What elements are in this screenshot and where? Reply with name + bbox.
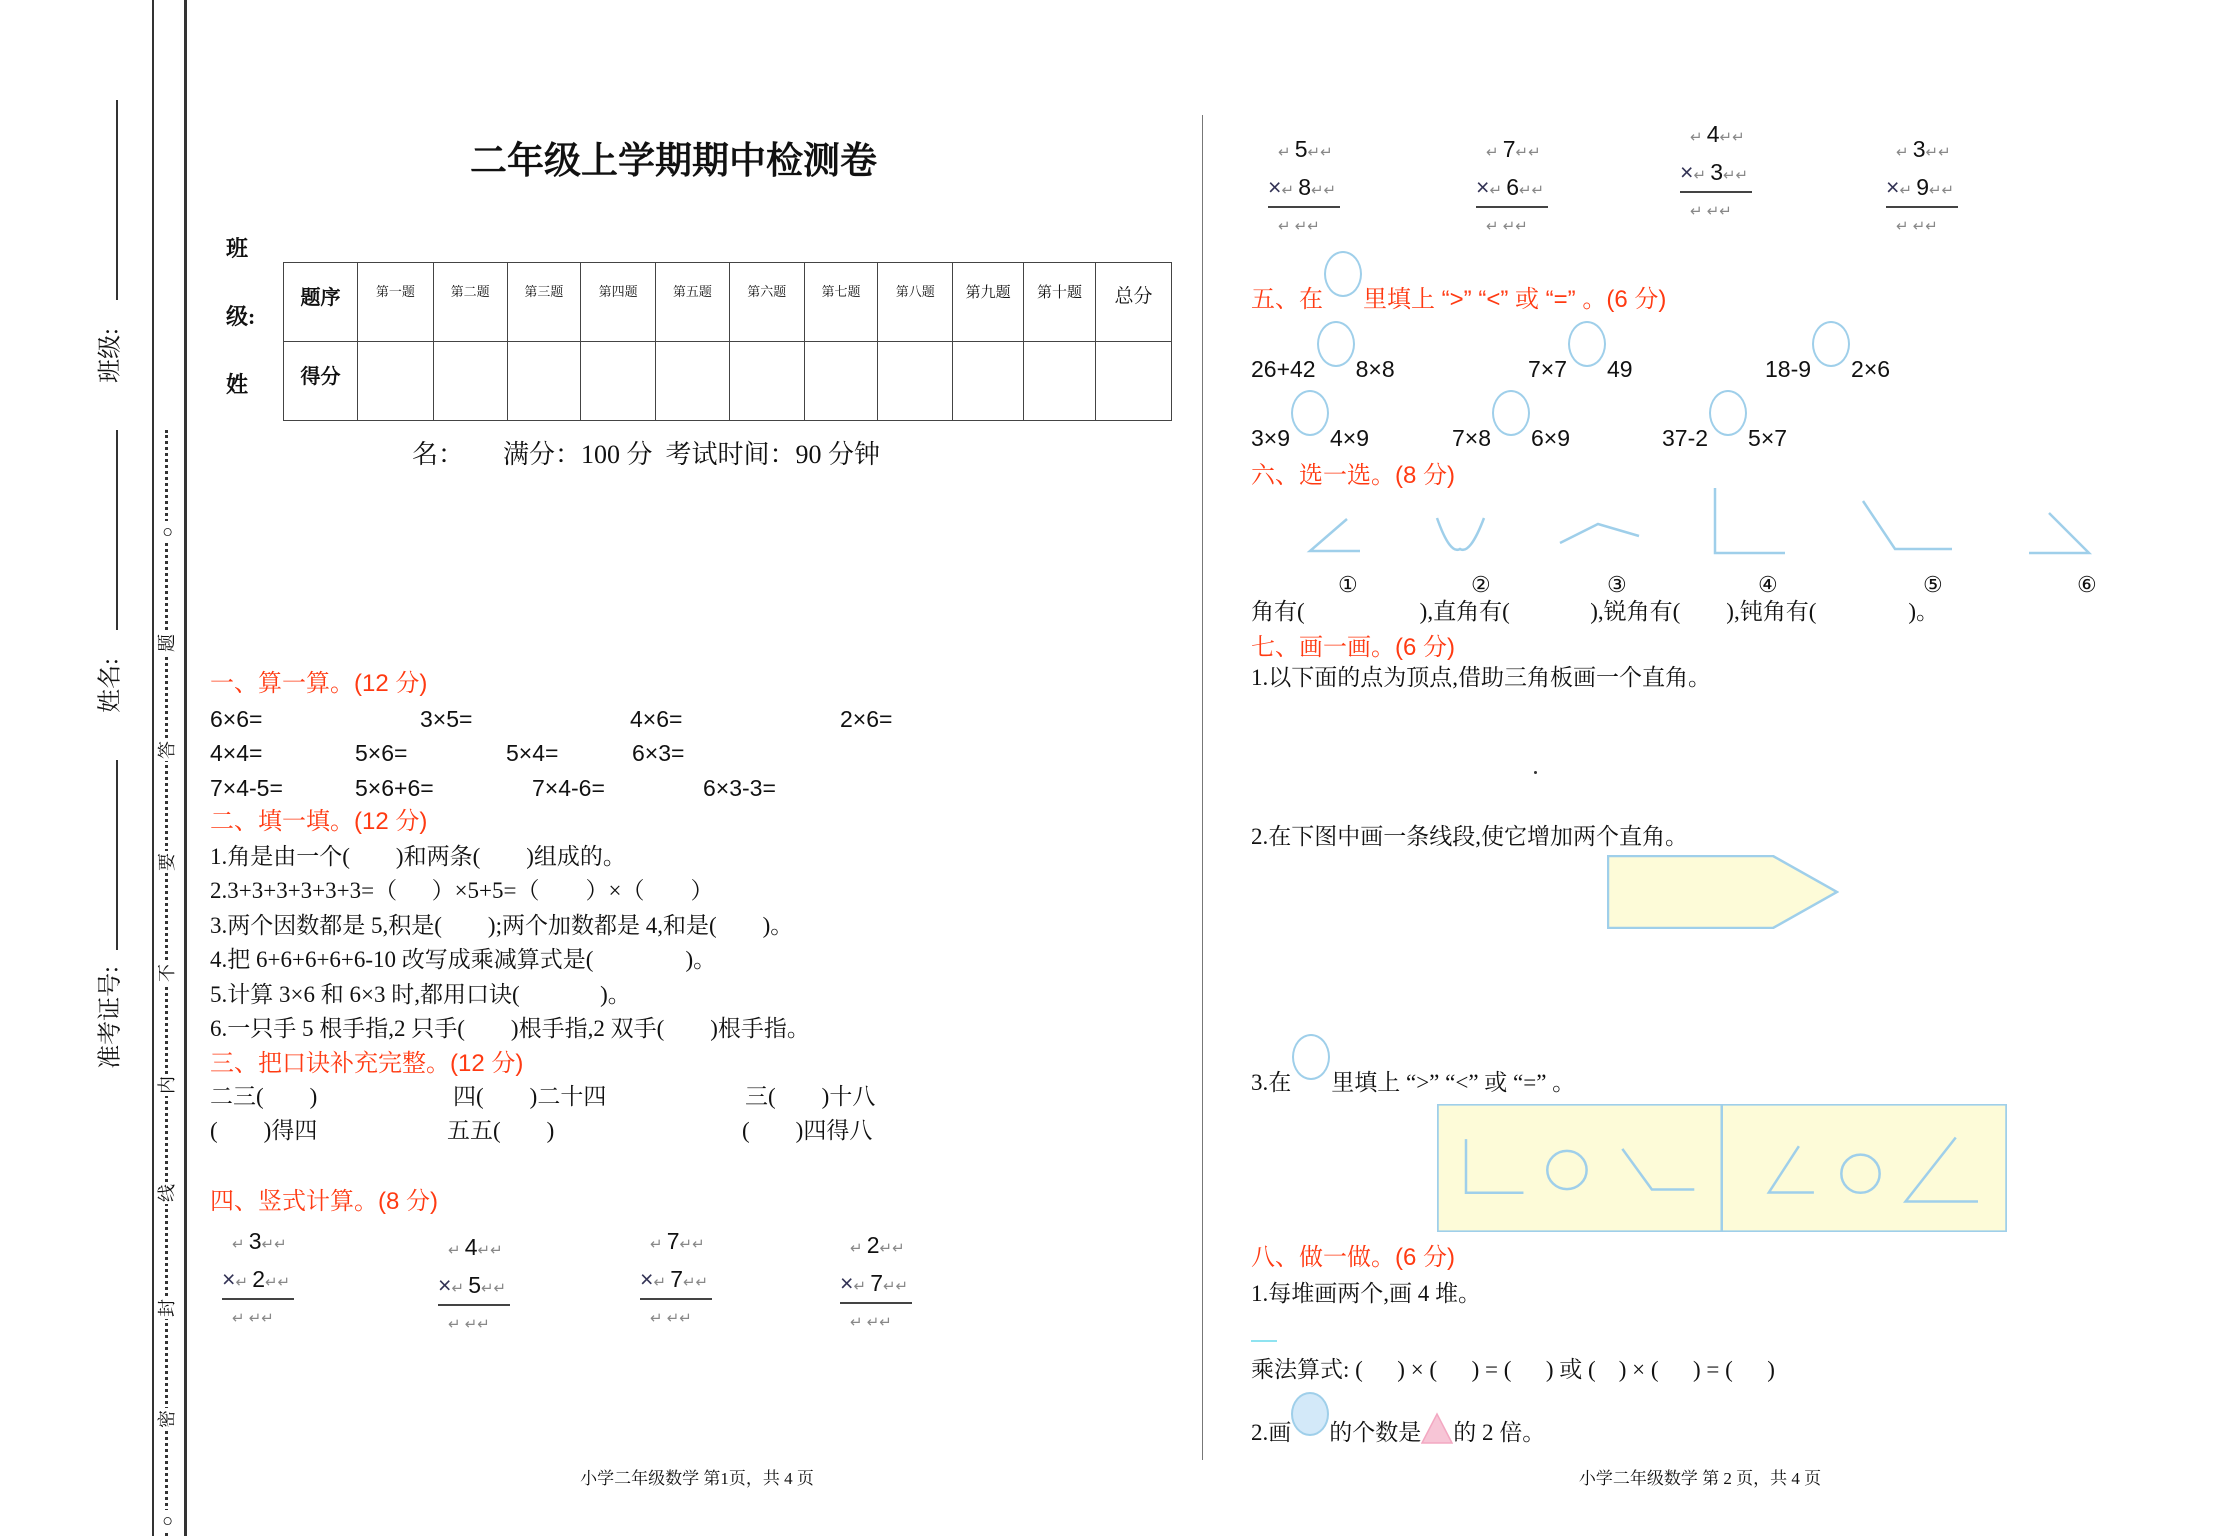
- times-sign: ×: [1268, 174, 1282, 200]
- rhyme-item: ( )四得八: [742, 1118, 873, 1143]
- rhyme-item: 二三( ): [210, 1084, 318, 1109]
- s8-q2-mid: 的个数是: [1329, 1420, 1422, 1445]
- column-header: 第十题: [1024, 263, 1096, 342]
- calc-item: 7×4-5=: [210, 775, 283, 801]
- section-1-heading: 一、算一算。(12 分): [210, 670, 428, 697]
- return-mark: ↵: [850, 1240, 867, 1257]
- section-3-heading: 三、把口诀补充完整。(12 分): [210, 1050, 524, 1077]
- calc-item: 6×6=: [210, 706, 263, 732]
- return-mark: ↵: [448, 1242, 465, 1259]
- s7-q3-post: 里填上 “>” “<” 或 “=” 。: [1331, 1070, 1576, 1095]
- calc-item: 4×4=: [210, 740, 263, 766]
- calc-bottom-row: [222, 1260, 294, 1300]
- return-mark: ↵: [650, 1236, 667, 1253]
- fill-item: 4.把 6+6+6+6+6-10 改写成乘减算式是( )。: [210, 947, 717, 973]
- info-line: 名： 满分：100 分 考试时间：90 分钟: [412, 440, 881, 469]
- column-header: 第九题: [953, 263, 1024, 342]
- bottom-digit: 9: [1916, 174, 1929, 200]
- pentagon-figure: [1607, 855, 1839, 929]
- calc-result-row: ↵ ↵↵: [650, 1310, 692, 1327]
- calc-item: 3×5=: [420, 706, 473, 732]
- return-mark: ↵↵: [264, 1274, 291, 1291]
- seal-char: ○: [156, 1510, 178, 1532]
- bottom-digit: 3: [1710, 159, 1723, 185]
- s7-q1: 1.以下面的点为顶点,借助三角板画一个直角。: [1251, 665, 1711, 690]
- return-mark: ↵: [853, 1278, 871, 1295]
- return-mark: ↵↵: [480, 1280, 507, 1297]
- s8-q2: [1251, 1402, 1545, 1447]
- calc-result-row: ↵ ↵↵: [232, 1310, 274, 1327]
- return-mark: ↵↵: [1719, 129, 1745, 146]
- section-5-heading-pre: 五、在: [1251, 286, 1323, 313]
- section-6-heading: 六、选一选。(8 分): [1251, 462, 1455, 489]
- calc-result-row: ↵ ↵↵: [448, 1316, 490, 1333]
- bottom-digit: 8: [1298, 174, 1311, 200]
- calc-bottom-row: [840, 1264, 912, 1304]
- seal-char: 封: [157, 1299, 177, 1317]
- return-mark: ↵: [451, 1280, 469, 1297]
- page2-footer: 小学二年级数学 第 2 页，共 4 页: [1578, 1469, 1822, 1488]
- angle-6: [2029, 513, 2089, 553]
- compare-left: 18-9: [1765, 356, 1812, 382]
- angle-2: [1437, 518, 1484, 550]
- return-mark: ↵: [653, 1274, 671, 1291]
- name-label: 姓名:: [97, 658, 124, 713]
- return-mark: ↵: [1690, 129, 1707, 146]
- row-header-order: 题序: [284, 263, 358, 342]
- return-mark: ↵: [1896, 144, 1913, 161]
- page-title: 二年级上学期期中检测卷: [470, 140, 877, 181]
- column-header: 第二题: [433, 263, 507, 342]
- calc-result-row: ↵ ↵↵: [1896, 218, 1938, 235]
- times-sign: ×: [840, 1270, 854, 1296]
- vertex-dot: [1534, 771, 1537, 774]
- seal-char: ○: [156, 521, 178, 543]
- top-digit: 3: [248, 1228, 262, 1254]
- return-mark: ↵: [1693, 167, 1711, 184]
- vertical-calc: [840, 1226, 930, 1342]
- calc-top-row: [640, 1222, 730, 1260]
- bottom-digit: 7: [670, 1266, 683, 1292]
- calc-bottom-row: [640, 1260, 712, 1300]
- class-label: 班级:: [97, 328, 124, 383]
- return-mark: ↵↵: [1518, 182, 1545, 199]
- angle-number: ⑥: [2077, 572, 2097, 597]
- angle-1: [1310, 519, 1360, 551]
- calc-result-row: ↵ ↵↵: [1690, 203, 1732, 220]
- return-mark: ↵↵: [682, 1274, 709, 1291]
- filled-circle-icon: [1291, 1392, 1329, 1436]
- vertical-calc: [222, 1222, 312, 1338]
- times-sign: ×: [1680, 159, 1694, 185]
- angle-answer-line: 角有( ),直角有( ),锐角有( ),钝角有( )。: [1251, 599, 1940, 624]
- s7-q2: 2.在下图中画一条线段,使它增加两个直角。: [1251, 824, 1688, 849]
- exam-id-underline: [116, 760, 118, 950]
- return-mark: ↵: [235, 1274, 253, 1291]
- bottom-digit: 5: [468, 1272, 481, 1298]
- angle-3: [1560, 524, 1639, 543]
- vertical-calc: [438, 1228, 528, 1344]
- calc-item: 2×6=: [840, 706, 893, 732]
- return-mark: ↵: [1486, 144, 1503, 161]
- vertical-calc: [640, 1222, 730, 1338]
- seal-char: 答: [157, 741, 177, 759]
- return-mark: ↵↵: [261, 1236, 287, 1253]
- cyan-mark: [1251, 1340, 1277, 1342]
- section-7-heading: 七、画一画。(6 分): [1251, 634, 1455, 661]
- top-digit: 7: [666, 1228, 680, 1254]
- s7-q3: [1251, 1048, 1575, 1097]
- angle-5: [1863, 501, 1952, 549]
- bottom-digit: 2: [252, 1266, 265, 1292]
- compare-right: 5×7: [1748, 425, 1788, 451]
- angle-number: ④: [1758, 572, 1778, 597]
- rhyme-item: ( )得四: [210, 1118, 318, 1143]
- side-label-grade: 级:: [226, 304, 256, 329]
- angle-number: ③: [1607, 572, 1627, 597]
- exam-id-label: 准考证号:: [97, 966, 124, 1069]
- top-digit: 7: [1502, 136, 1516, 162]
- return-mark: ↵↵: [1928, 182, 1955, 199]
- calc-top-row: [840, 1226, 930, 1264]
- s7-q3-pre: 3.在: [1251, 1070, 1292, 1095]
- top-digit: 2: [866, 1232, 880, 1258]
- compare-right: 8×8: [1355, 356, 1395, 382]
- calc-item: 7×4-6=: [532, 775, 605, 801]
- times-sign: ×: [1476, 174, 1490, 200]
- seal-char: 内: [157, 1076, 177, 1094]
- calc-item: 5×4=: [506, 740, 559, 766]
- return-mark: ↵: [1278, 144, 1295, 161]
- row-header-score: 得分: [284, 342, 358, 421]
- times-sign: ×: [1886, 174, 1900, 200]
- column-header: 第六题: [729, 263, 804, 342]
- column-header: 第一题: [358, 263, 434, 342]
- times-sign: ×: [222, 1266, 236, 1292]
- calc-top-row: [438, 1228, 528, 1266]
- return-mark: ↵↵: [882, 1278, 909, 1295]
- compare-right: 4×9: [1330, 425, 1370, 451]
- bottom-digit: 6: [1506, 174, 1519, 200]
- seal-char: 题: [157, 634, 177, 652]
- calc-item: 6×3=: [632, 740, 685, 766]
- compare-right: 49: [1607, 356, 1633, 382]
- column-header: 第七题: [804, 263, 878, 342]
- compare-left: 7×7: [1528, 356, 1568, 382]
- compare-right: 2×6: [1851, 356, 1891, 382]
- fill-item: 5.计算 3×6 和 6×3 时,都用口诀( )。: [210, 981, 631, 1007]
- calc-result-row: ↵ ↵↵: [850, 1314, 892, 1331]
- return-mark: ↵↵: [1310, 182, 1337, 199]
- triangle-icon: [1421, 1412, 1453, 1444]
- return-mark: ↵: [1489, 182, 1507, 199]
- fill-item: 1.角是由一个( )和两条( )组成的。: [210, 844, 626, 869]
- compare-left: 3×9: [1251, 425, 1291, 451]
- return-mark: ↵↵: [1515, 144, 1541, 161]
- s8-q2-post: 的 2 倍。: [1453, 1420, 1546, 1445]
- column-header: 第三题: [507, 263, 581, 342]
- seal-char: 线: [157, 1184, 177, 1202]
- return-mark: ↵: [232, 1236, 249, 1253]
- calc-result-row: ↵ ↵↵: [1486, 218, 1528, 235]
- top-digit: 4: [464, 1234, 478, 1260]
- column-header: 总分: [1096, 263, 1172, 342]
- times-sign: ×: [640, 1266, 654, 1292]
- calc-item: 5×6=: [355, 740, 408, 766]
- calc-bottom-row: [438, 1266, 510, 1306]
- top-digit: 4: [1706, 121, 1720, 147]
- return-mark: ↵↵: [1307, 144, 1333, 161]
- calc-item: 5×6+6=: [355, 775, 434, 801]
- rhyme-item: 三( )十八: [745, 1084, 876, 1109]
- bottom-digit: 7: [870, 1270, 883, 1296]
- compare-left: 26+42: [1251, 356, 1316, 382]
- calc-top-row: [222, 1222, 312, 1260]
- angle-figures: [0, 0, 2221, 600]
- seal-char: 要: [157, 853, 177, 871]
- section-4-heading: 四、竖式计算。(8 分): [210, 1188, 438, 1215]
- calc-result-row: ↵ ↵↵: [1278, 218, 1320, 235]
- times-sign: ×: [438, 1272, 452, 1298]
- rhyme-item: 四( )二十四: [453, 1084, 607, 1109]
- fill-item: 2.3+3+3+3+3+3=（ ）×5+5=（ ）×（ ）: [210, 878, 714, 904]
- top-digit: 3: [1912, 136, 1926, 162]
- section-2-heading: 二、填一填。(12 分): [210, 808, 428, 835]
- s8-formula: 乘法算式: ( ) × ( ) = ( ) 或 ( ) × ( ) = ( ): [1251, 1357, 1775, 1382]
- top-digit: 5: [1294, 136, 1308, 162]
- return-mark: ↵↵: [477, 1242, 503, 1259]
- return-mark: ↵↵: [679, 1236, 705, 1253]
- s8-q1: 1.每堆画两个,画 4 堆。: [1251, 1281, 1481, 1306]
- fill-item: 6.一只手 5 根手指,2 只手( )根手指,2 双手( )根手指。: [210, 1016, 810, 1041]
- angle-number: ①: [1338, 572, 1358, 597]
- column-header: 第四题: [581, 263, 656, 342]
- compare-left: 7×8: [1452, 425, 1492, 451]
- return-mark: ↵: [1281, 182, 1299, 199]
- compare-right: 6×9: [1531, 425, 1571, 451]
- section-5-heading-post: 里填上 “>” “<” 或 “=” 。(6 分): [1363, 286, 1667, 313]
- calc-item: 6×3-3=: [703, 775, 776, 801]
- side-label-class: 班: [226, 236, 249, 261]
- circle-icon: [1292, 1034, 1330, 1080]
- calc-item: 4×6=: [630, 706, 683, 732]
- return-mark: ↵: [1899, 182, 1917, 199]
- column-header: 第五题: [656, 263, 730, 342]
- s8-q2-pre: 2.画: [1251, 1420, 1292, 1445]
- seal-char: 密: [157, 1410, 177, 1428]
- seal-char: 不: [157, 964, 177, 982]
- angle-compare-box: [1437, 1104, 2007, 1232]
- column-header: 第八题: [878, 263, 953, 342]
- rhyme-item: 五五( ): [447, 1118, 555, 1143]
- angle-4: [1715, 488, 1785, 553]
- section-8-heading: 八、做一做。(6 分): [1251, 1244, 1455, 1271]
- fill-item: 3.两个因数都是 5,积是( );两个加数都是 4,和是( )。: [210, 912, 794, 938]
- side-label-surname: 姓: [226, 372, 249, 397]
- angle-number: ⑤: [1923, 572, 1943, 597]
- page1-footer: 小学二年级数学 第1页，共 4 页: [580, 1469, 814, 1488]
- compare-left: 37-2: [1662, 425, 1709, 451]
- angle-number: ②: [1471, 572, 1491, 597]
- return-mark: ↵↵: [1722, 167, 1749, 184]
- return-mark: ↵↵: [879, 1240, 905, 1257]
- return-mark: ↵↵: [1925, 144, 1951, 161]
